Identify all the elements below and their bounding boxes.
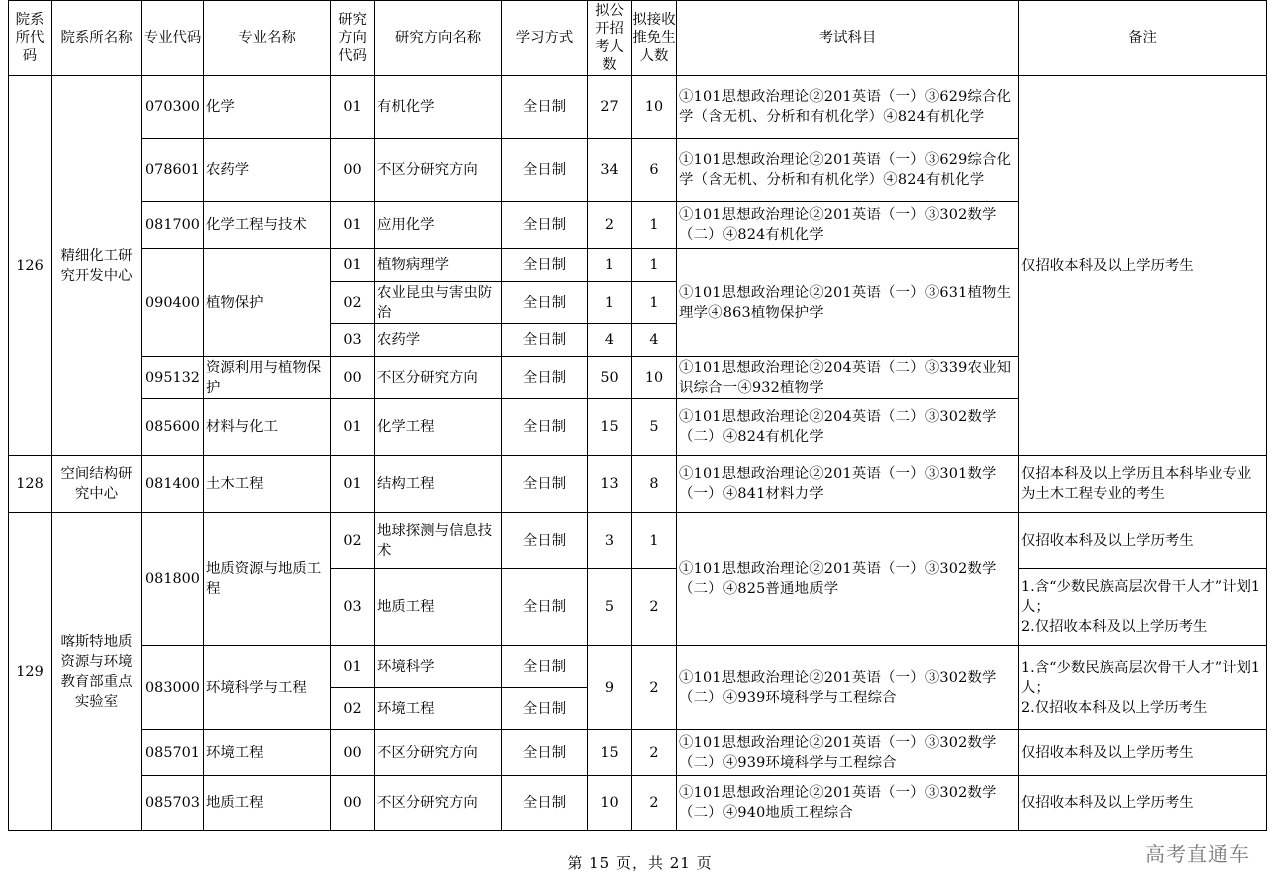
exempt-cell: 5	[632, 399, 677, 456]
table-row	[9, 776, 1267, 831]
header-dir-code: 研究方向代码	[331, 1, 375, 76]
dir-code-cell: 02	[331, 688, 375, 730]
dir-code-cell: 01	[331, 399, 375, 456]
dir-name-cell: 有机化学	[375, 76, 502, 139]
dir-code-cell: 02	[331, 282, 375, 324]
exempt-cell: 1	[632, 282, 677, 324]
quota-cell: 1	[588, 249, 632, 282]
study-mode-cell: 全日制	[502, 282, 588, 324]
study-mode-cell: 全日制	[502, 357, 588, 399]
study-mode-cell: 全日制	[502, 202, 588, 249]
dir-name-cell: 化学工程	[375, 399, 502, 456]
remark-cell: 仅招收本科及以上学历考生	[1019, 776, 1267, 831]
quota-cell: 3	[588, 513, 632, 569]
dir-name-cell: 农业昆虫与害虫防治	[375, 282, 502, 324]
quota-cell: 4	[588, 324, 632, 357]
table-row	[9, 646, 1267, 688]
major-name-cell: 资源利用与植物保护	[204, 357, 331, 399]
study-mode-cell: 全日制	[502, 76, 588, 139]
quota-cell: 2	[588, 202, 632, 249]
quota-cell: 27	[588, 76, 632, 139]
exam-cell: ①101思想政治理论②201英语（一）③302数学（二）④824有机化学	[677, 202, 1019, 249]
dir-code-cell: 01	[331, 249, 375, 282]
exam-cell: ①101思想政治理论②201英语（一）③302数学（二）④939环境科学与工程综合	[677, 730, 1019, 776]
dir-code-cell: 00	[331, 139, 375, 202]
header-quota: 拟公开招考人数	[588, 1, 632, 76]
dir-code-cell: 02	[331, 513, 375, 569]
major-code-cell: 078601	[142, 139, 204, 202]
dir-name-cell: 应用化学	[375, 202, 502, 249]
exempt-cell: 1	[632, 249, 677, 282]
study-mode-cell: 全日制	[502, 569, 588, 646]
dir-name-cell: 不区分研究方向	[375, 139, 502, 202]
major-name-cell: 环境科学与工程	[204, 646, 331, 730]
remark-line: 1.含“少数民族高层次骨干人才”计划1人；	[1021, 579, 1261, 615]
dir-code-cell: 01	[331, 456, 375, 513]
exempt-cell: 2	[632, 776, 677, 831]
major-code-cell: 085701	[142, 730, 204, 776]
dept-code-cell: 126	[9, 76, 52, 456]
exempt-cell: 4	[632, 324, 677, 357]
header-dir-name: 研究方向名称	[375, 1, 502, 76]
remark-cell: 仅招收本科及以上学历考生	[1019, 76, 1267, 456]
exam-cell: ①101思想政治理论②201英语（一）③629综合化学（含无机、分析和有机化学）④824有机化学	[677, 139, 1019, 202]
remark-line: 2.仅招收本科及以上学历考生	[1021, 619, 1208, 635]
header-dept-code: 院系所代码	[9, 1, 52, 76]
dir-name-cell: 环境工程	[375, 688, 502, 730]
dir-name-cell: 农药学	[375, 324, 502, 357]
remark-line: 2.仅招收本科及以上学历考生	[1021, 699, 1208, 716]
major-code-cell: 095132	[142, 357, 204, 399]
study-mode-cell: 全日制	[502, 646, 588, 688]
dir-name-cell: 结构工程	[375, 456, 502, 513]
enrollment-table	[8, 0, 1267, 831]
dir-code-cell: 01	[331, 646, 375, 688]
dept-code-cell: 129	[9, 513, 52, 831]
exam-cell: ①101思想政治理论②201英语（一）③631植物生理学④863植物保护学	[677, 249, 1019, 357]
dept-name-cell: 喀斯特地质资源与环境教育部重点实验室	[52, 513, 142, 831]
major-code-cell: 085600	[142, 399, 204, 456]
major-name-cell: 地质资源与地质工程	[204, 513, 331, 646]
exam-cell: ①101思想政治理论②201英语（一）③302数学（二）④825普通地质学	[677, 513, 1019, 646]
major-code-cell: 070300	[142, 76, 204, 139]
dept-name-cell: 空间结构研究中心	[52, 456, 142, 513]
watermark: 高考直通车	[1145, 842, 1250, 866]
remark-cell	[1019, 646, 1267, 730]
exempt-cell: 2	[632, 569, 677, 646]
exempt-cell: 6	[632, 139, 677, 202]
dir-name-cell: 环境科学	[375, 646, 502, 688]
exempt-cell: 1	[632, 202, 677, 249]
exam-cell: ①101思想政治理论②201英语（一）③301数学（一）④841材料力学	[677, 456, 1019, 513]
dir-code-cell: 01	[331, 202, 375, 249]
quota-cell: 9	[588, 646, 632, 730]
exempt-cell: 10	[632, 357, 677, 399]
study-mode-cell: 全日制	[502, 139, 588, 202]
major-name-cell: 材料与化工	[204, 399, 331, 456]
dir-name-cell: 地质工程	[375, 569, 502, 646]
quota-cell: 1	[588, 282, 632, 324]
header-exam: 考试科目	[677, 1, 1019, 76]
quota-cell: 34	[588, 139, 632, 202]
header-study-mode: 学习方式	[502, 1, 588, 76]
exam-cell: ①101思想政治理论②204英语（二）③339农业知识综合一④932植物学	[677, 357, 1019, 399]
dir-name-cell: 地球探测与信息技术	[375, 513, 502, 569]
remark-cell	[1019, 569, 1267, 646]
dir-code-cell: 01	[331, 76, 375, 139]
remark-cell: 仅招收本科及以上学历考生	[1019, 513, 1267, 569]
header-major-name: 专业名称	[204, 1, 331, 76]
exam-cell: ①101思想政治理论②201英语（一）③629综合化学（含无机、分析和有机化学）④824有机化学	[677, 76, 1019, 139]
dir-name-cell: 不区分研究方向	[375, 357, 502, 399]
dir-code-cell: 00	[331, 776, 375, 831]
quota-cell: 5	[588, 569, 632, 646]
header-dept-name: 院系所名称	[52, 1, 142, 76]
header-exempt: 拟接收推免生人数	[632, 1, 677, 76]
exam-cell: ①101思想政治理论②201英语（一）③302数学（二）④940地质工程综合	[677, 776, 1019, 831]
table-row	[9, 76, 1267, 139]
exam-cell: ①101思想政治理论②204英语（二）③302数学（二）④824有机化学	[677, 399, 1019, 456]
quota-cell: 50	[588, 357, 632, 399]
major-name-cell: 植物保护	[204, 249, 331, 357]
dir-code-cell: 00	[331, 357, 375, 399]
table-row	[9, 513, 1267, 569]
exempt-cell: 8	[632, 456, 677, 513]
study-mode-cell: 全日制	[502, 688, 588, 730]
exam-cell: ①101思想政治理论②201英语（一）③302数学（二）④939环境科学与工程综合	[677, 646, 1019, 730]
major-name-cell: 土木工程	[204, 456, 331, 513]
study-mode-cell: 全日制	[502, 249, 588, 282]
exempt-cell: 2	[632, 730, 677, 776]
study-mode-cell: 全日制	[502, 456, 588, 513]
table-row	[9, 730, 1267, 776]
dir-code-cell: 03	[331, 324, 375, 357]
dept-name-cell: 精细化工研究开发中心	[52, 76, 142, 456]
page-number: 第 15 页，共 21 页	[567, 854, 713, 872]
study-mode-cell: 全日制	[502, 324, 588, 357]
header-row	[9, 1, 1267, 76]
dir-code-cell: 00	[331, 730, 375, 776]
major-name-cell: 地质工程	[204, 776, 331, 831]
quota-cell: 10	[588, 776, 632, 831]
dir-code-cell: 03	[331, 569, 375, 646]
major-code-cell: 085703	[142, 776, 204, 831]
major-code-cell: 081700	[142, 202, 204, 249]
major-name-cell: 化学	[204, 76, 331, 139]
major-code-cell: 090400	[142, 249, 204, 357]
table-row	[9, 456, 1267, 513]
exempt-cell: 10	[632, 76, 677, 139]
major-name-cell: 化学工程与技术	[204, 202, 331, 249]
dir-name-cell: 植物病理学	[375, 249, 502, 282]
remark-cell: 仅招本科及以上学历且本科毕业专业为土木工程专业的考生	[1019, 456, 1267, 513]
major-code-cell: 081800	[142, 513, 204, 646]
header-major-code: 专业代码	[142, 1, 204, 76]
exempt-cell: 2	[632, 646, 677, 730]
quota-cell: 15	[588, 730, 632, 776]
study-mode-cell: 全日制	[502, 399, 588, 456]
remark-line: 1.含“少数民族高层次骨干人才”计划1人；	[1021, 659, 1261, 696]
study-mode-cell: 全日制	[502, 730, 588, 776]
dept-code-cell: 128	[9, 456, 52, 513]
dir-name-cell: 不区分研究方向	[375, 776, 502, 831]
major-code-cell: 081400	[142, 456, 204, 513]
major-name-cell: 农药学	[204, 139, 331, 202]
quota-cell: 15	[588, 399, 632, 456]
major-name-cell: 环境工程	[204, 730, 331, 776]
study-mode-cell: 全日制	[502, 776, 588, 831]
major-code-cell: 083000	[142, 646, 204, 730]
dir-name-cell: 不区分研究方向	[375, 730, 502, 776]
quota-cell: 13	[588, 456, 632, 513]
remark-cell: 仅招收本科及以上学历考生	[1019, 730, 1267, 776]
header-remark: 备注	[1019, 1, 1267, 76]
exempt-cell: 1	[632, 513, 677, 569]
study-mode-cell: 全日制	[502, 513, 588, 569]
